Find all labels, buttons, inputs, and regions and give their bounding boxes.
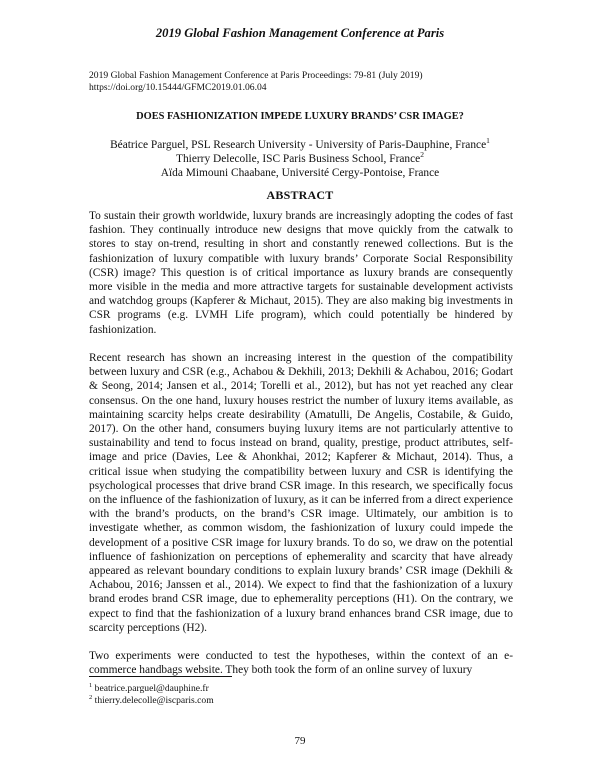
footnote-divider (89, 676, 232, 677)
running-header: 2019 Global Fashion Management Conference at Paris (155, 26, 445, 40)
doi-link[interactable]: https://doi.org/10.15444/GFMC2019.01.06.04 (89, 82, 267, 93)
publication-meta (89, 70, 423, 94)
footnote-marker: 2 (420, 150, 424, 159)
author-affiliation: Thierry Delecolle, ISC Paris Business School, France (176, 152, 421, 165)
footnote (89, 695, 214, 707)
page-number: 79 (294, 735, 306, 747)
author-list (0, 136, 600, 180)
footnote-marker: 2 (89, 694, 93, 702)
paper-title: DOES FASHIONIZATION IMPEDE LUXURY BRANDS’ CSR IMAGE? (136, 111, 464, 122)
footnote-marker: 1 (486, 136, 490, 146)
author-line (0, 136, 600, 153)
footnote-marker: 1 (89, 681, 93, 689)
footnote (89, 683, 214, 695)
abstract-heading: ABSTRACT (266, 188, 334, 202)
author-line (0, 150, 600, 167)
body-paragraph: Recent research has shown an increasing interest in the question of the compatibility between luxury and CSR (e.g., Achabou & Dekhili, 2013; Dekhili & Achabou, 2016; Godart & Seong, 2014; Jansen et al., 2014; Torelli et al., 2012), but has not yet reached any clear consensus. On the one hand, luxury houses restrict the number of luxury items available, as maintaining scarcity helps create desirability (Amatulli, De Angelis, Costabile, & Guido, 2017). On the other hand, consumers buying luxury items are not particularly attentive to sustainability and tend to focus instead on brand, quality, prestige, product attributes, self-image and price (Davies, Lee & Ahonkhai, 2012; Kapferer & Michaut, 2014). Thus, a critical issue when studying the compatibility between luxury and CSR is identifying the psychological processes that drive brand CSR image. In this research, we specifically focus on the influence of the fashionization of luxury, as it can be inferred from a direct experience with the brand’s products, on the brand’s CSR image. Ultimately, our ambition is to investigate whether, as common wisdom, the fashionization of luxury could impede the development of a positive CSR image for luxury brands. To do so, we draw on the potential influence of fashionization on perceptions of ephemerality and scarcity that have already appeared as relevant boundary conditions to explain luxury brands’ CSR image (Dekhili & Achabou, 2016; Janssen et al., 2014). We expect to find that the fashionization of a luxury brand erodes brand CSR image, due to ephemerality perceptions (H1). On the contrary, we expect to find that the fashionization of a luxury brand enhances brand CSR image, due to scarcity perceptions (H2). (89, 352, 513, 634)
body-paragraph: Two experiments were conducted to test the hypotheses, within the context of an e-commerce handbags website. They both took the form of an online survey of luxury (89, 650, 513, 677)
author-affiliation: Béatrice Parguel, PSL Research University - University of Paris-Dauphine, France (110, 139, 487, 151)
abstract-body (89, 209, 513, 692)
footnotes (89, 683, 214, 707)
author-affiliation: Aïda Mimouni Chaabane, Université Cergy-Pontoise, France (160, 166, 440, 179)
author-line (0, 167, 600, 181)
footnote-email[interactable]: beatrice.parguel@dauphine.fr (94, 683, 209, 694)
proceedings-citation: 2019 Global Fashion Management Conference at Paris Proceedings: 79-81 (July 2019) (89, 70, 423, 81)
footnote-email[interactable]: thierry.delecolle@iscparis.com (94, 695, 214, 707)
body-paragraph: To sustain their growth worldwide, luxury brands are increasingly adopting the codes of fast fashion. They continually introduce new designs that move quickly from the catwalk to stores to stay on-trend, resulting in short and constantly renewed collections. But is the fashionization of luxury compatible with luxury brands’ Corporate Social Responsibility (CSR) image? This question is of critical importance as luxury brands are consequently more visible in the media and more attractive targets for sustainable development activists and watchdog groups (Kapferer & Michaut, 2015). They are also making big investments in CSR programs (e.g. LVMH Life program), which could potentially be hindered by fashionization. (89, 210, 513, 336)
